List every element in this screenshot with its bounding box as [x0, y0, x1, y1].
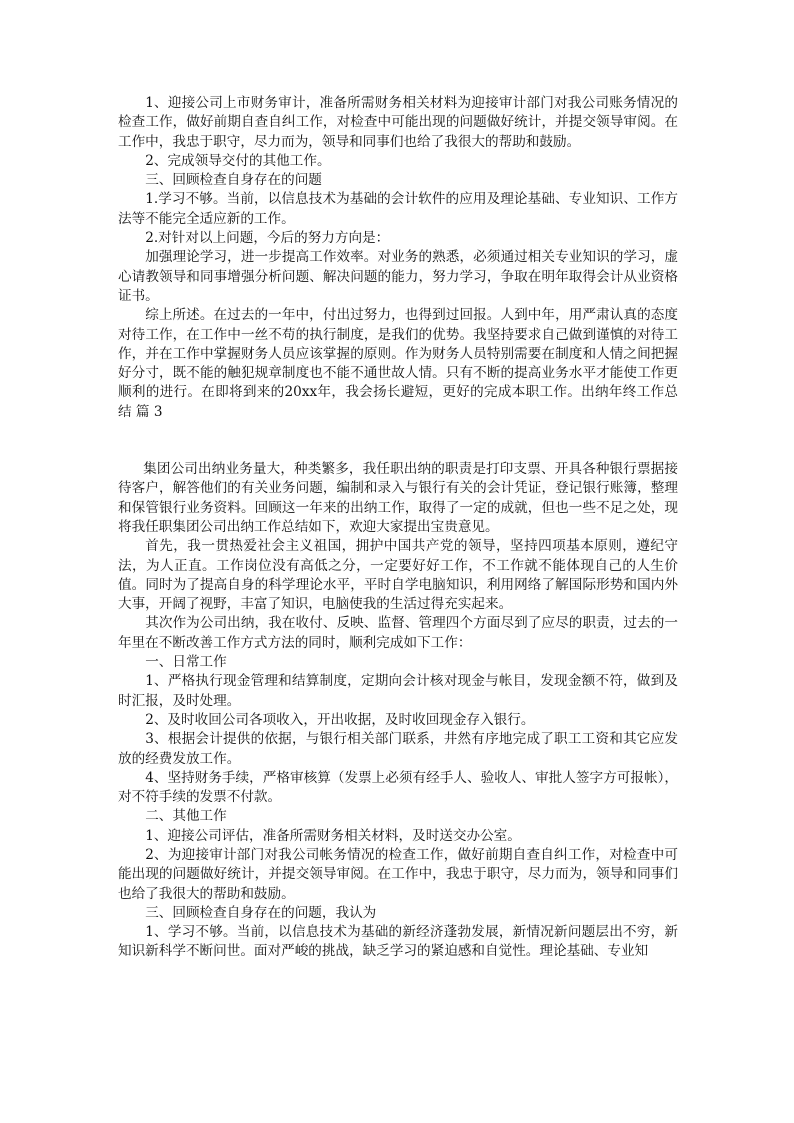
paragraph: 2、为迎接审计部门对我公司帐务情况的检查工作，做好前期自查自纠工作，对检查中可能出现的问题做好统计，并提交领导审阅。在工作中，我忠于职守，尽力而为，领导和同事们也给了我很大的帮助和鼓励。	[118, 846, 678, 902]
paragraph: 2、及时收回公司各项收入，开出收据，及时收回现金存入银行。	[145, 711, 535, 728]
heading: 三、回顾检查自身存在的问题	[145, 172, 322, 189]
heading: 二、其他工作	[145, 808, 227, 825]
document-body	[118, 94, 678, 962]
paragraph: 2.对针对以上问题，今后的努力方向是：	[145, 230, 390, 247]
paragraph: 2、完成领导交付的其他工作。	[145, 152, 331, 169]
paragraph: 综上所述。在过去的一年中，付出过努力，也得到过回报。人到中年，用严肃认真的态度对待工作，在工作中一丝不苟的执行制度，是我们的优势。我坚持要求自己做到谨慎的对待工作，并在工作中掌握财务人员应该掌握的原则。作为财务人员特别需要在制度和人情之间把握好分寸，既不能的触犯规章制度也不能不通世故人情。只有不断的提高业务水平才能使工作更顺利的进行。在即将到来的20xx年，我会扬长避短，更好的完成本职工作。出纳年终工作总结 篇 3	[118, 307, 678, 420]
paragraph: 其次作为公司出纳，我在收付、反映、监督、管理四个方面尽到了应尽的职责，过去的一年里在不断改善工作方式方法的同时，顺利完成如下工作：	[118, 615, 678, 651]
paragraph: 加强理论学习，进一步提高工作效率。对业务的熟悉，必须通过相关专业知识的学习，虚心请教领导和同事增强分析问题、解决问题的能力，努力学习，争取在明年取得会计从业资格证书。	[118, 249, 678, 304]
paragraph: 集团公司出纳业务量大，种类繁多，我任职出纳的职责是打印支票、开具各种银行票据接待客户，解答他们的有关业务问题，编制和录入与银行有关的会计凭证，登记银行账簿，整理和保管银行业务资料。回顾这一年来的出纳工作，取得了一定的成就，但也一些不足之处，现将我任职集团公司出纳工作总结如下，欢迎大家提出宝贵意见。	[118, 461, 678, 535]
paragraph: 1、严格执行现金管理和结算制度，定期向会计核对现金与帐目，发现金额不符，做到及时汇报，及时处理。	[118, 673, 678, 709]
paragraph: 4、坚持财务手续，严格审核算（发票上必须有经手人、验收人、审批人签字方可报帐），对不符手续的发票不付款。	[118, 769, 678, 806]
paragraph: 1、迎接公司评估，准备所需财务相关材料，及时送交办公室。	[145, 827, 521, 844]
heading: 一、日常工作	[145, 654, 227, 671]
paragraph: 1.学习不够。当前，以信息技术为基础的会计软件的应用及理论基础、专业知识、工作方法等不能完全适应新的工作。	[118, 191, 678, 227]
paragraph: 首先，我一贯热爱社会主义祖国，拥护中国共产党的领导，坚持四项基本原则，遵纪守法，为人正直。工作岗位没有高低之分，一定要好好工作，不工作就不能体现自己的人生价值。同时为了提高自身的科学理论水平，平时自学电脑知识，利用网络了解国际形势和国内外大事，开阔了视野，丰富了知识，电脑使我的生活过得充实起来。	[118, 538, 678, 613]
paragraph: 1、迎接公司上市财务审计，准备所需财务相关材料为迎接审计部门对我公司账务情况的检查工作，做好前期自查自纠工作，对检查中可能出现的问题做好统计，并提交领导审阅。在工作中，我忠于职守，尽力而为，领导和同事们也给了我很大的帮助和鼓励。	[118, 95, 678, 150]
paragraph: 3、根据会计提供的依据，与银行相关部门联系，井然有序地完成了职工工资和其它应发放的经费发放工作。	[118, 731, 678, 767]
heading: 三、回顾检查自身存在的问题，我认为	[145, 904, 377, 921]
paragraph: 1、学习不够。当前，以信息技术为基础的新经济蓬勃发展，新情况新问题层出不穷，新知识新科学不断问世。面对严峻的挑战，缺乏学习的紧迫感和自觉性。理论基础、专业知	[118, 924, 678, 960]
section-gap	[118, 422, 678, 460]
